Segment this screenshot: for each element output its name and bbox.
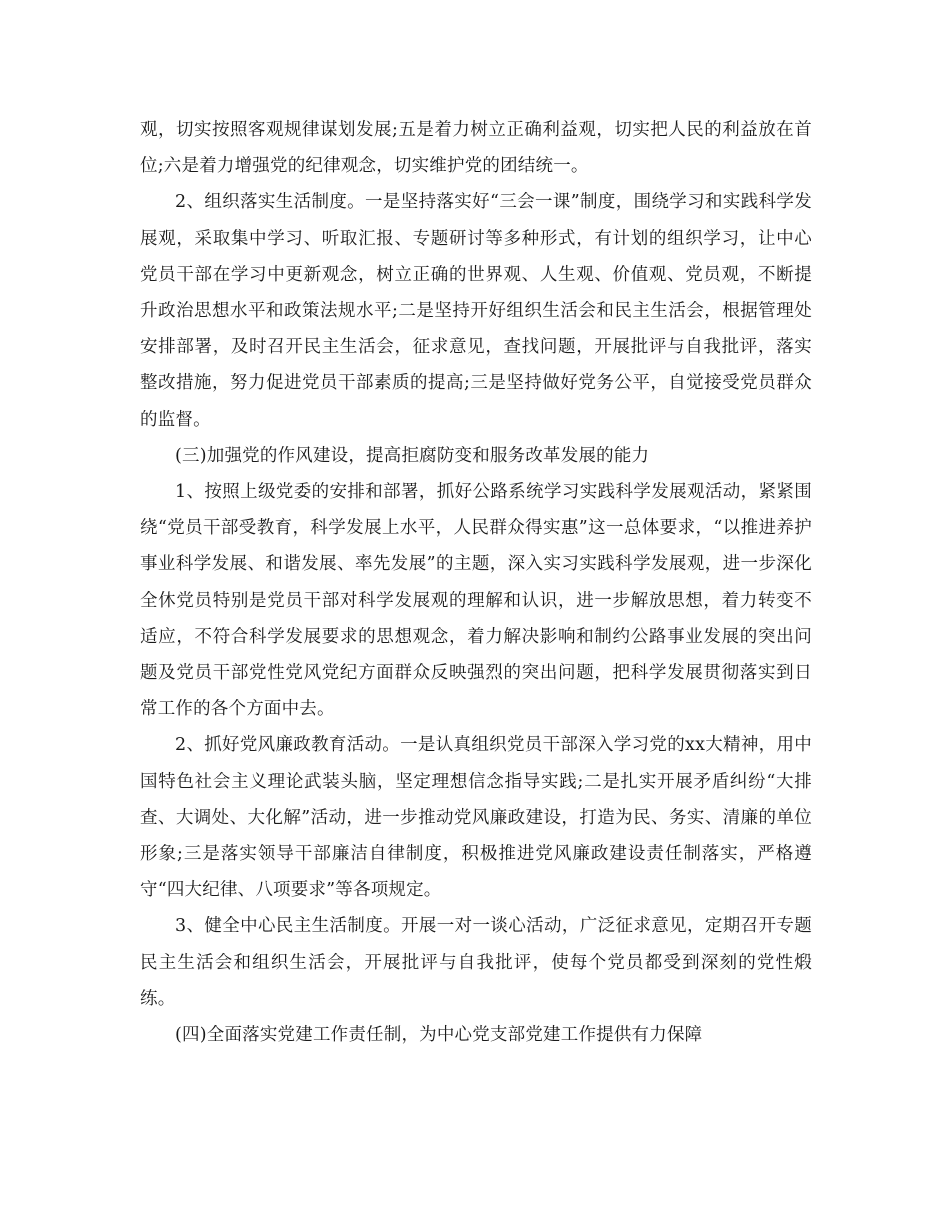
document-body [140,112,812,1053]
paragraph-continuation: 观，切实按照客观规律谋划发展;五是着力树立正确利益观，切实把人民的利益放在首位;六是着力增强党的纪律观念，切实维护党的团结统一。 [140,120,812,177]
paragraph-democratic-life: 3、健全中心民主生活制度。开展一对一谈心活动，广泛征求意见，定期召开专题民主生活会和组织生活会，开展批评与自我批评，使每个党员都受到深刻的党性煅练。 [140,916,812,1009]
paragraph-scientific-development: 1、按照上级党委的安排和部署，抓好公路系统学习实践科学发展观活动，紧紧围绕“党员干部受教育，科学发展上水平，人民群众得实惠”这一总体要求，“以推进养护事业科学发展、和谐发展、率先发展”的主题，深入实习实践科学发展观，进一步深化全休党员特别是党员干部对科学发展观的理解和认识，进一步解放思想，着力转变不适应，不符合科学发展要求的思想观念，着力解决影响和制约公路事业发展的突出问题及党员干部党性党风党纪方面群众反映强烈的突出问题，把科学发展贯彻落实到日常工作的各个方面中去。 [140,482,812,720]
section-heading-4: (四)全面落实党建工作责任制，为中心党支部党建工作提供有力保障 [175,1025,703,1046]
paragraph-integrity-education: 2、抓好党风廉政教育活动。一是认真组织党员干部深入学习党的xx大精神，用中国特色社会主义理论武装头脑，坚定理想信念指导实践;二是扎实开展矛盾纠纷“大排查、大调处、大化解”活动，进一步推动党风廉政建设，打造为民、务实、清廉的单位形象;三是落实领导干部廉洁自律制度，积极推进党风廉政建设责任制落实，严格遵守“四大纪律、八项要求”等各项规定。 [140,735,812,901]
paragraph-organize-life-system: 2、组织落实生活制度。一是坚持落实好“三会一课”制度，围绕学习和实践科学发展观，采取集中学习、听取汇报、专题研讨等多种形式，有计划的组织学习，让中心党员干部在学习中更新观念，树立正确的世界观、人生观、价值观、党员观，不断提升政治思想水平和政策法规水平;二是坚持开好组织生活会和民主生活会，根据管理处安排部署，及时召开民主生活会，征求意见，查找问题，开展批评与自我批评，落实整改措施，努力促进党员干部素质的提高;三是坚持做好党务公平，自觉接受党员群众的监督。 [140,192,812,430]
section-heading-3: (三)加强党的作风建设，提高拒腐防变和服务改革发展的能力 [175,445,650,466]
